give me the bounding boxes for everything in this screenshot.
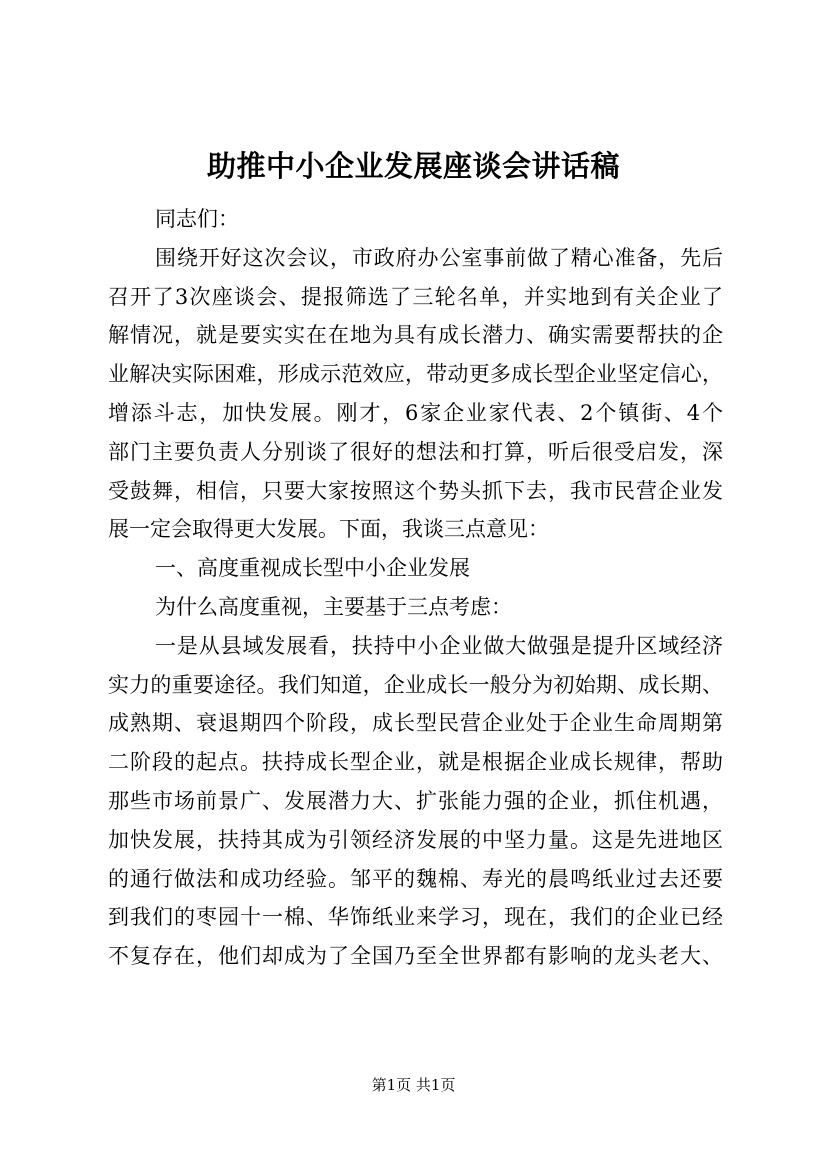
document-title: 助推中小企业发展座谈会讲话稿 bbox=[206, 149, 620, 183]
paragraph-line: 那些市场前景广、发展潜力大、扩张能力强的企业，抓住机遇， bbox=[108, 788, 723, 813]
paragraph-line: 成熟期、衰退期四个阶段，成长型民营企业处于企业生命周期第 bbox=[108, 711, 723, 736]
paragraph-line: 围绕开好这次会议，市政府办公室事前做了精心准备，先后 bbox=[155, 245, 723, 270]
paragraph-line: 到我们的枣园十一棉、华饰纸业来学习，现在，我们的企业已经 bbox=[108, 905, 723, 930]
salutation-line: 同志们： bbox=[155, 207, 239, 231]
section-heading: 一、高度重视成长型中小企业发展 bbox=[155, 556, 470, 581]
paragraph-line: 部门主要负责人分别谈了很好的想法和打算，听后很受启发，深 bbox=[108, 439, 723, 464]
paragraph-line: 增添斗志，加快发展。刚才，6家企业家代表、2个镇街、4个 bbox=[108, 400, 723, 425]
paragraph-line: 的通行做法和成功经验。邹平的魏棉、寿光的晨鸣纸业过去还要 bbox=[108, 866, 723, 891]
paragraph-line: 不复存在，他们却成为了全国乃至全世界都有影响的龙头老大、 bbox=[108, 944, 723, 969]
paragraph-line: 展一定会取得更大发展。下面，我谈三点意见： bbox=[108, 517, 549, 542]
page-footer: 第1页 共1页 bbox=[371, 1076, 456, 1094]
paragraph-line: 实力的重要途径。我们知道，企业成长一般分为初始期、成长期、 bbox=[108, 672, 723, 697]
paragraph-line: 召开了3次座谈会、提报筛选了三轮名单，并实地到有关企业了 bbox=[108, 284, 723, 309]
document-body bbox=[108, 200, 723, 976]
paragraph-line: 一是从县域发展看，扶持中小企业做大做强是提升区域经济 bbox=[155, 633, 723, 658]
paragraph-line: 业解决实际困难，形成示范效应，带动更多成长型企业坚定信心， bbox=[108, 362, 723, 387]
paragraph-line: 为什么高度重视，主要基于三点考虑： bbox=[155, 594, 512, 619]
paragraph-line: 解情况，就是要实实在在地为具有成长潜力、确实需要帮扶的企 bbox=[108, 323, 723, 348]
paragraph-line: 受鼓舞，相信，只要大家按照这个势头抓下去，我市民营企业发 bbox=[108, 478, 723, 503]
paragraph-line: 二阶段的起点。扶持成长型企业，就是根据企业成长规律，帮助 bbox=[108, 750, 723, 775]
paragraph-line: 加快发展，扶持其成为引领经济发展的中坚力量。这是先进地区 bbox=[108, 827, 723, 852]
